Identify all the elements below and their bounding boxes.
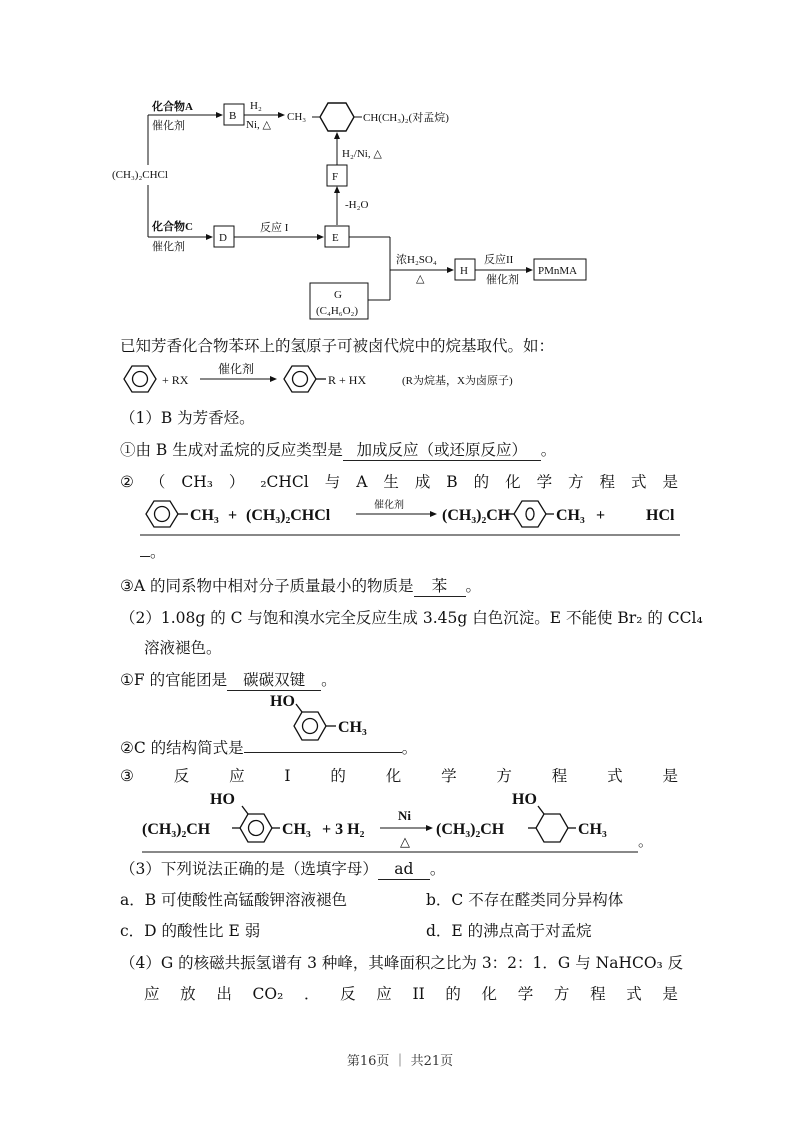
- known-note: (R为烷基，X为卤原子): [402, 375, 513, 387]
- spread-char: 是: [662, 985, 678, 1003]
- q2-eq-ni: Ni: [398, 808, 411, 823]
- q1-s1-answer: 加成反应（或还原反应）: [343, 440, 541, 461]
- box-g-label: G: [334, 289, 342, 301]
- ni-heat-label: Ni, △: [246, 119, 271, 131]
- q2-eq-ch3-right: CH₃: [578, 821, 607, 838]
- q1-intro: （1）B 为芳香烃。: [120, 409, 255, 427]
- spread-char: 方: [496, 767, 512, 785]
- known-text: 已知芳香化合物苯环上的氢原子可被卤代烷中的烷基取代。如：: [120, 337, 555, 355]
- spread-char: 方: [568, 473, 584, 491]
- q2-equation: [142, 786, 662, 854]
- cond-top-line1: 化合物A: [152, 101, 193, 113]
- box-b-label: B: [229, 110, 237, 122]
- spread-char: ③: [120, 767, 134, 785]
- q1-s3-suffix: 。: [465, 577, 482, 595]
- q1-s1-suffix: 。: [540, 441, 557, 459]
- q3-option-c: c．D 的酸性比 E 弱: [120, 922, 261, 940]
- known-plus-rx: + RX: [162, 373, 189, 387]
- spread-char: ₂CHCl: [260, 473, 309, 491]
- q1-eq-reagent: (CH₃)₂CHCl: [246, 507, 331, 524]
- spread-char: 应: [376, 985, 392, 1003]
- cyclohexane-ring: [320, 103, 354, 131]
- spread-char: 生: [383, 473, 399, 491]
- h2-ni-label: H₂/Ni, △: [342, 148, 382, 160]
- box-e-label: E: [332, 232, 339, 244]
- q2-eq-ho-right: HO: [512, 791, 537, 808]
- q3-answer: ad: [378, 859, 430, 880]
- q1-s1: [120, 440, 556, 461]
- spread-char: II: [412, 985, 425, 1003]
- spread-char: 式: [630, 473, 647, 491]
- spread-char: 程: [599, 473, 616, 491]
- spread-char: 方: [553, 985, 570, 1003]
- q2-eq-heat: △: [400, 834, 410, 849]
- spread-char: 学: [441, 767, 457, 785]
- start-compound: (CH₃)₂CHCl: [112, 169, 168, 181]
- q2-s2-prefix: ②C 的结构简式是: [120, 739, 244, 757]
- q1-eq-catalyst: 催化剂: [374, 500, 404, 511]
- q3-option-b: b．C 不存在醛类同分异构体: [426, 891, 624, 909]
- spread-char: A: [356, 473, 368, 491]
- reaction1-label: 反应 I: [260, 222, 289, 234]
- q2-s1-answer: 碳碳双键: [227, 670, 321, 691]
- spread-char: ．: [303, 985, 320, 1003]
- q2-c-ch3: CH₃: [338, 719, 367, 736]
- q2-s2-suffix: 。: [401, 739, 418, 757]
- spread-char: 反: [173, 767, 190, 785]
- spread-char: 的: [445, 985, 461, 1003]
- spread-char: B: [446, 473, 458, 491]
- spread-char: I: [284, 767, 291, 785]
- q1-eq-plus1: +: [228, 507, 238, 524]
- box-d-label: D: [219, 232, 227, 244]
- q1-eq-plus2: +: [596, 507, 606, 524]
- spread-char: 化: [385, 767, 402, 785]
- q2-eq-end: 。: [638, 834, 654, 850]
- spread-char: CH₃: [181, 473, 213, 491]
- spread-char: 成: [414, 473, 431, 491]
- box-f-label: F: [332, 171, 339, 183]
- spread-char: 式: [607, 767, 623, 785]
- q3-prompt: [120, 859, 445, 880]
- spread-char: 应: [229, 767, 245, 785]
- known-catalyst: 催化剂: [218, 362, 255, 376]
- spread-char: 的: [330, 767, 346, 785]
- q2-c-ho: HO: [270, 693, 295, 710]
- q4-line2: [144, 984, 678, 1004]
- spread-char: 学: [536, 473, 553, 491]
- box-g-formula: (C₄H₆O₂): [316, 305, 359, 317]
- q2-line1: （2）1.08g 的 C 与饱和溴水完全反应生成 3.45g 白色沉淀。E 不能使 Br₂ 的 CCl₄: [120, 609, 703, 627]
- cond-bottom-line1: 化合物C: [152, 221, 193, 233]
- spread-char: 程: [551, 767, 568, 785]
- q2-eq-left: (CH₃)₂CH: [142, 821, 211, 838]
- q1-s3-answer: 苯: [414, 576, 466, 597]
- spread-char: （: [149, 473, 166, 491]
- spread-char: 应: [144, 985, 160, 1003]
- spread-char: ②: [120, 473, 134, 491]
- synthesis-flowchart: [110, 95, 590, 320]
- q1-eq-ch3-right: CH₃: [556, 507, 585, 524]
- product-label: CH(CH₃)₂(对孟烷): [363, 112, 449, 124]
- q1-equation: [140, 493, 680, 537]
- spread-char: 是: [662, 473, 678, 491]
- cond-bottom-line2: 催化剂: [152, 241, 185, 253]
- q2-s3: [120, 766, 678, 786]
- ch3-prefix: CH₃: [287, 111, 307, 123]
- reaction2-label: 反应II: [484, 254, 514, 266]
- q2-s1-suffix: 。: [321, 671, 337, 689]
- q1-s2-period: 。: [150, 543, 166, 561]
- conc-h2so4-label: 浓H₂SO₄: [396, 254, 437, 266]
- spread-char: ）: [228, 473, 245, 491]
- q2-s1-prefix: ①F 的官能团是: [120, 671, 228, 689]
- q1-s3: [120, 576, 481, 597]
- q3-option-d: d．E 的沸点高于对孟烷: [426, 922, 592, 940]
- spread-char: 程: [590, 985, 606, 1003]
- q4-line1: （4）G 的核磁共振氢谱有 3 种峰，其峰面积之比为 3：2：1．G 与 NaHCO₃ 反: [120, 954, 684, 972]
- spread-char: 放: [180, 985, 196, 1003]
- spread-char: 是: [662, 767, 678, 785]
- spread-char: 反: [340, 985, 356, 1003]
- q1-s1-prefix: ①由 B 生成对孟烷的反应类型是: [120, 441, 343, 459]
- heat-label: △: [416, 273, 425, 285]
- q1-eq-ch3: CH₃: [190, 507, 219, 524]
- spread-char: 化: [481, 985, 498, 1003]
- q2-eq-plus3h2: + 3 H₂: [322, 821, 365, 838]
- q3-option-a: a．B 可使酸性高锰酸钾溶液褪色: [120, 891, 348, 909]
- page-footer: 第16页 ｜ 共21页: [346, 1054, 454, 1069]
- spread-char: 与: [324, 473, 341, 491]
- q2-s1: [120, 670, 337, 691]
- known-equation: [120, 360, 600, 396]
- cond-top-line2: 催化剂: [152, 120, 185, 132]
- spread-char: 式: [626, 985, 642, 1003]
- box-h-label: H: [460, 265, 468, 277]
- q2-line2: 溶液褪色。: [144, 639, 222, 657]
- known-products: R + HX: [328, 373, 367, 387]
- q1-s3-prefix: ③A 的同系物中相对分子质量最小的物质是: [120, 577, 414, 595]
- spread-char: CO₂: [252, 985, 284, 1003]
- box-pmnma-label: PMnMA: [538, 265, 578, 277]
- q2-eq-ho-left: HO: [210, 791, 235, 808]
- q2-eq-ch3-left: CH₃: [282, 821, 311, 838]
- q1-eq-product: (CH₃)₂CH: [442, 507, 511, 524]
- h2-label: H₂: [250, 100, 262, 112]
- minus-h2o-label: -H₂O: [345, 199, 369, 211]
- q2-c-structure: [262, 692, 402, 750]
- q1-s2-end: [140, 542, 166, 562]
- catalyst-label: 催化剂: [486, 274, 519, 286]
- spread-char: 学: [517, 985, 534, 1003]
- q2-eq-right: (CH₃)₂CH: [436, 821, 505, 838]
- q1-s2: [120, 472, 678, 492]
- spread-char: 化: [505, 473, 521, 491]
- q3-prefix: （3）下列说法正确的是（选填字母）: [120, 860, 378, 878]
- spread-char: 出: [216, 985, 232, 1003]
- q1-eq-hcl: HCl: [646, 507, 675, 524]
- spread-char: 的: [473, 473, 490, 491]
- q3-suffix: 。: [429, 860, 446, 878]
